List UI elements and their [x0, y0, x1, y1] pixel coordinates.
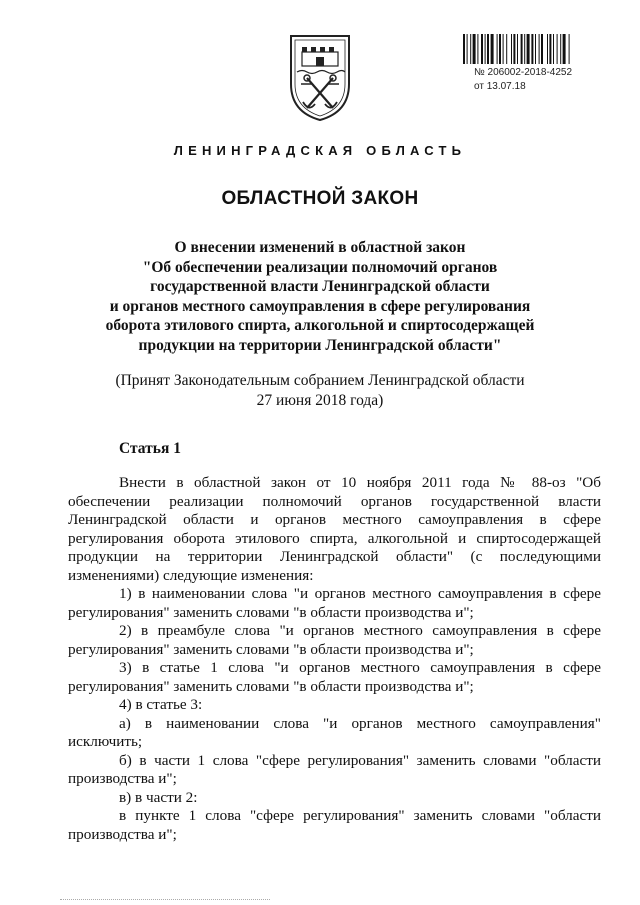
paragraph: в пункте 1 слова "сфере регулирования" заменить словами "области производства и"; [68, 807, 601, 843]
barcode-icon [463, 34, 607, 64]
adoption-note-line: 27 июня 2018 года) [256, 391, 384, 409]
paragraph: 2) в преамбуле слова "и органов местного самоуправления в сфере регулирования" заменить словами "в области производства и"; [68, 622, 601, 658]
paragraph: а) в наименовании слова "и органов местного самоуправления" исключить; [68, 714, 601, 750]
paragraph: 3) в статье 1 слова "и органов местного самоуправления в сфере регулирования" заменить словами "в области производства и"; [68, 659, 601, 695]
adoption-note [40, 371, 600, 410]
paragraph: 1) в наименовании слова "и органов местного самоуправления в сфере регулирования" заменить словами "в области производства и"; [68, 585, 601, 621]
document-type-heading: ОБЛАСТНОЙ ЗАКОН [221, 188, 419, 209]
footer-divider [60, 899, 270, 900]
coat-of-arms-emblem [285, 32, 355, 122]
law-title-line: оборота этилового спирта, алкогольной и спиртосодержащей [105, 317, 535, 334]
registration-number: № 206002-2018-4252 [474, 67, 573, 78]
law-title-line: продукции на территории Ленинградской области" [138, 336, 502, 354]
paragraph: Внести в областной закон от 10 ноября 2011 года № 88-оз "Об обеспечении реализации полномочий органов государственной власти Ленинградской области и органов местного самоуправления в сфере регулирования оборота этилового спирта, алкогольной и спиртосодержащей продукции на территории Ленинградской области" (с последующими изменениями) следующие изменения: [68, 474, 601, 584]
law-title-line: государственной власти Ленинградской области [150, 278, 490, 295]
article-body [68, 474, 601, 844]
paragraph: в) в части 2: [119, 788, 198, 806]
law-title [40, 238, 600, 355]
paragraph: б) в части 1 слова "сфере регулирования" заменить словами "области производства и"; [68, 751, 601, 787]
law-title-line: и органов местного самоуправления в сфере регулирования [109, 297, 531, 315]
registration-date: от 13.07.18 [474, 81, 526, 92]
adoption-note-line: (Принят Законодательным собранием Ленинградской области [115, 372, 525, 389]
paragraph: 4) в статье 3: [119, 696, 203, 713]
law-title-line: О внесении изменений в областной закон [174, 239, 466, 256]
law-title-line: "Об обеспечении реализации полномочий органов [142, 258, 498, 276]
article-heading: Статья 1 [119, 440, 181, 457]
region-heading: ЛЕНИНГРАДСКАЯ ОБЛАСТЬ [173, 143, 467, 158]
